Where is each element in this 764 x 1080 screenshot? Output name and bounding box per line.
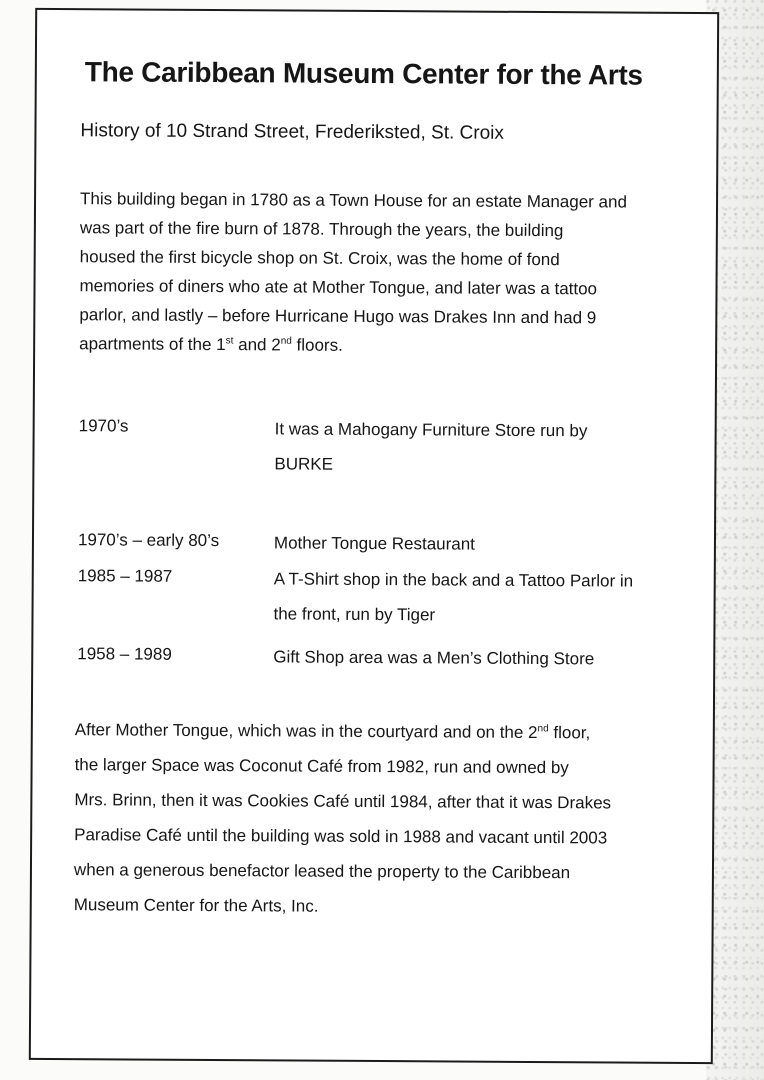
timeline-description xyxy=(274,525,674,562)
timeline-description-line: Mother Tongue Restaurant xyxy=(273,533,475,554)
timeline-description xyxy=(273,639,673,676)
intro-line: housed the first bicycle shop on St. Croix, was the home of fond xyxy=(79,247,560,270)
timeline-description-line: BURKE xyxy=(274,454,334,474)
intro-text: and 2 xyxy=(233,335,281,355)
ordinal-suffix: st xyxy=(225,335,234,347)
intro-line: was part of the fire burn of 1878. Through the years, the building xyxy=(79,218,564,241)
closing-line: the larger Space was Coconut Café from 1982, run and owned by xyxy=(74,755,569,778)
closing-line: Museum Center for the Arts, Inc. xyxy=(73,895,319,916)
timeline-description-line: A T-Shirt shop in the back and a Tattoo Parlor in xyxy=(273,569,634,591)
timeline-row xyxy=(77,566,678,625)
timeline-year: 1970’s xyxy=(78,416,129,436)
timeline-description-line: the front, run by Tiger xyxy=(273,604,436,625)
ordinal-suffix: nd xyxy=(280,335,292,347)
closing-line xyxy=(75,712,675,751)
intro-line: memories of diners who ate at Mother Tongue, and later was a tattoo xyxy=(79,276,598,299)
intro-line: This building began in 1780 as a Town House for an estate Manager and xyxy=(79,189,627,212)
timeline-description xyxy=(273,561,673,633)
closing-line: when a generous benefactor leased the property to the Caribbean xyxy=(73,860,571,883)
closing-text: After Mother Tongue, which was in the courtyard and on the 2 xyxy=(74,720,538,743)
closing-paragraph xyxy=(74,712,675,926)
intro-line: parlor, and lastly – before Hurricane Hugo was Drakes Inn and had 9 xyxy=(79,305,597,328)
intro-line xyxy=(79,329,679,362)
timeline-row xyxy=(77,530,678,554)
intro-paragraph xyxy=(79,184,680,362)
timeline-year: 1970’s – early 80’s xyxy=(77,530,220,551)
timeline-year: 1985 – 1987 xyxy=(77,566,173,586)
closing-line: Paradise Café until the building was sold in 1988 and vacant until 2003 xyxy=(74,825,608,848)
intro-text: floors. xyxy=(291,335,343,355)
document-sheet xyxy=(29,8,719,1064)
document-subtitle: History of 10 Strand Street, Frederiksted, St. Croix xyxy=(80,120,504,144)
timeline-description xyxy=(274,411,674,483)
ordinal-suffix: nd xyxy=(537,723,549,735)
closing-text: floor, xyxy=(548,723,591,743)
timeline-description-line: It was a Mahogany Furniture Store run by xyxy=(274,419,588,441)
timeline-table xyxy=(77,416,679,669)
intro-text: apartments of the 1 xyxy=(79,334,226,355)
document-title: The Caribbean Museum Center for the Arts xyxy=(84,56,643,91)
timeline-row xyxy=(77,644,677,669)
timeline-row xyxy=(78,416,679,474)
timeline-description-line: Gift Shop area was a Men’s Clothing Store xyxy=(273,647,595,669)
closing-line: Mrs. Brinn, then it was Cookies Café until 1984, after that it was Drakes xyxy=(74,790,612,813)
timeline-year: 1958 – 1989 xyxy=(77,644,172,664)
